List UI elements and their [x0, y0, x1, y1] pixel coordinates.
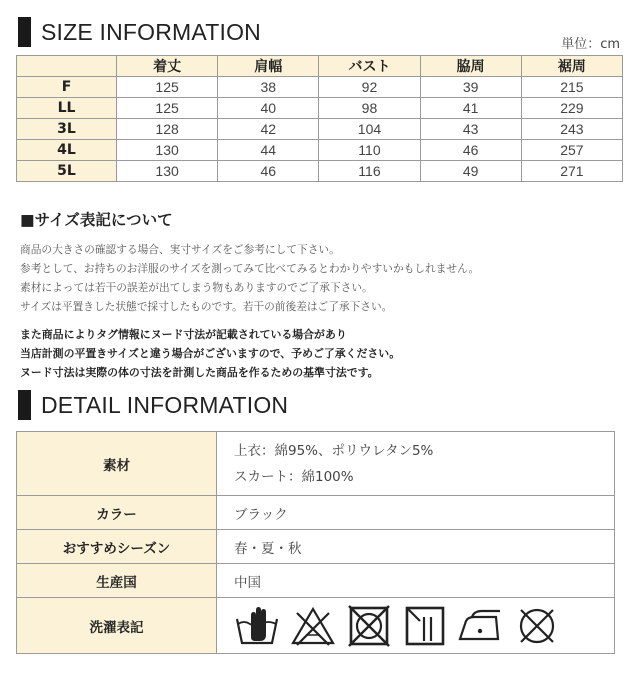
size-label: 3L: [17, 119, 117, 140]
size-section-header: [18, 16, 261, 48]
size-section-title: SIZE INFORMATION: [41, 18, 261, 45]
size-cell: 110: [319, 140, 420, 161]
size-cell: 40: [218, 98, 319, 119]
col-header-bust: バスト: [319, 56, 420, 77]
color-value: ブラック: [217, 496, 615, 530]
section-marker: [18, 17, 31, 47]
size-label: LL: [17, 98, 117, 119]
material-line: スカート：綿100%: [234, 468, 354, 485]
care-icons: [234, 605, 614, 647]
table-row: [17, 140, 623, 161]
size-cell: 125: [117, 77, 218, 98]
color-label: カラー: [17, 496, 217, 530]
size-cell: 243: [521, 119, 622, 140]
notice-line: また商品によりタグ情報にヌード寸法が記載されている場合があり: [20, 328, 347, 341]
size-table-corner: [17, 56, 117, 77]
col-header-hem: 裾周: [521, 56, 622, 77]
table-row: [17, 598, 615, 654]
unit-label: 単位：cm: [561, 37, 620, 52]
table-row: [17, 161, 623, 182]
material-line: 上衣：綿95%、ポリウレタン5%: [234, 442, 434, 459]
size-cell: 46: [218, 161, 319, 182]
size-cell: 46: [420, 140, 521, 161]
care-label: 洗濯表記: [17, 598, 217, 654]
table-row: [17, 432, 615, 496]
table-row: [17, 496, 615, 530]
size-cell: 49: [420, 161, 521, 182]
size-cell: 130: [117, 161, 218, 182]
size-label: F: [17, 77, 117, 98]
material-value: [217, 432, 615, 496]
col-header-shoulder: 肩幅: [218, 56, 319, 77]
size-cell: 43: [420, 119, 521, 140]
detail-section-header: [18, 389, 288, 421]
material-label: 素材: [17, 432, 217, 496]
origin-label: 生産国: [17, 564, 217, 598]
section-marker: [18, 390, 31, 420]
size-cell: 271: [521, 161, 622, 182]
line-dry-shade-icon: [402, 605, 448, 647]
season-label: おすすめシーズン: [17, 530, 217, 564]
note-line: サイズは平置きした状態で採寸したものです。若干の前後差はご了承下さい。: [20, 300, 393, 313]
notice-line: ヌード寸法は実際の体の寸法を計測した商品を作るための基準寸法です。: [20, 366, 379, 379]
size-table: [16, 55, 623, 182]
size-notes-subtitle: ■サイズ表記について: [20, 211, 173, 229]
size-cell: 38: [218, 77, 319, 98]
size-label: 4L: [17, 140, 117, 161]
col-header-length: 着丈: [117, 56, 218, 77]
size-cell: 104: [319, 119, 420, 140]
size-table-header-row: [17, 56, 623, 77]
table-row: [17, 98, 623, 119]
size-cell: 125: [117, 98, 218, 119]
iron-low-icon: [458, 605, 504, 647]
size-cell: 215: [521, 77, 622, 98]
origin-value: 中国: [217, 564, 615, 598]
note-line: 参考として、お持ちのお洋服のサイズを測ってみて比べてみるとわかりやすいかもしれません。: [20, 262, 480, 275]
no-bleach-icon: [290, 605, 336, 647]
size-cell: 98: [319, 98, 420, 119]
table-row: [17, 530, 615, 564]
size-cell: 42: [218, 119, 319, 140]
note-line: 商品の大きさの確認する場合、実寸サイズをご参考にして下さい。: [20, 243, 340, 256]
detail-section-title: DETAIL INFORMATION: [41, 391, 289, 418]
no-dry-clean-icon: [514, 605, 560, 647]
no-tumble-dry-icon: [346, 605, 392, 647]
season-value: 春・夏・秋: [217, 530, 615, 564]
nude-size-notice: [20, 325, 620, 382]
size-cell: 128: [117, 119, 218, 140]
table-row: [17, 564, 615, 598]
size-cell: 41: [420, 98, 521, 119]
detail-table: [16, 431, 615, 654]
size-notes: [20, 208, 620, 382]
col-header-armhole: 脇周: [420, 56, 521, 77]
size-cell: 229: [521, 98, 622, 119]
size-cell: 130: [117, 140, 218, 161]
size-cell: 92: [319, 77, 420, 98]
size-label: 5L: [17, 161, 117, 182]
size-cell: 116: [319, 161, 420, 182]
note-line: 素材によっては若干の誤差が出てしまう物もありますのでご了承下さい。: [20, 281, 373, 294]
table-row: [17, 119, 623, 140]
hand-wash-icon: [234, 605, 280, 647]
size-cell: 257: [521, 140, 622, 161]
notice-line: 当店計測の平置きサイズと違う場合がございますので、予めご了承ください。: [20, 347, 401, 360]
size-cell: 44: [218, 140, 319, 161]
care-icons-cell: [217, 598, 615, 654]
size-cell: 39: [420, 77, 521, 98]
table-row: [17, 77, 623, 98]
